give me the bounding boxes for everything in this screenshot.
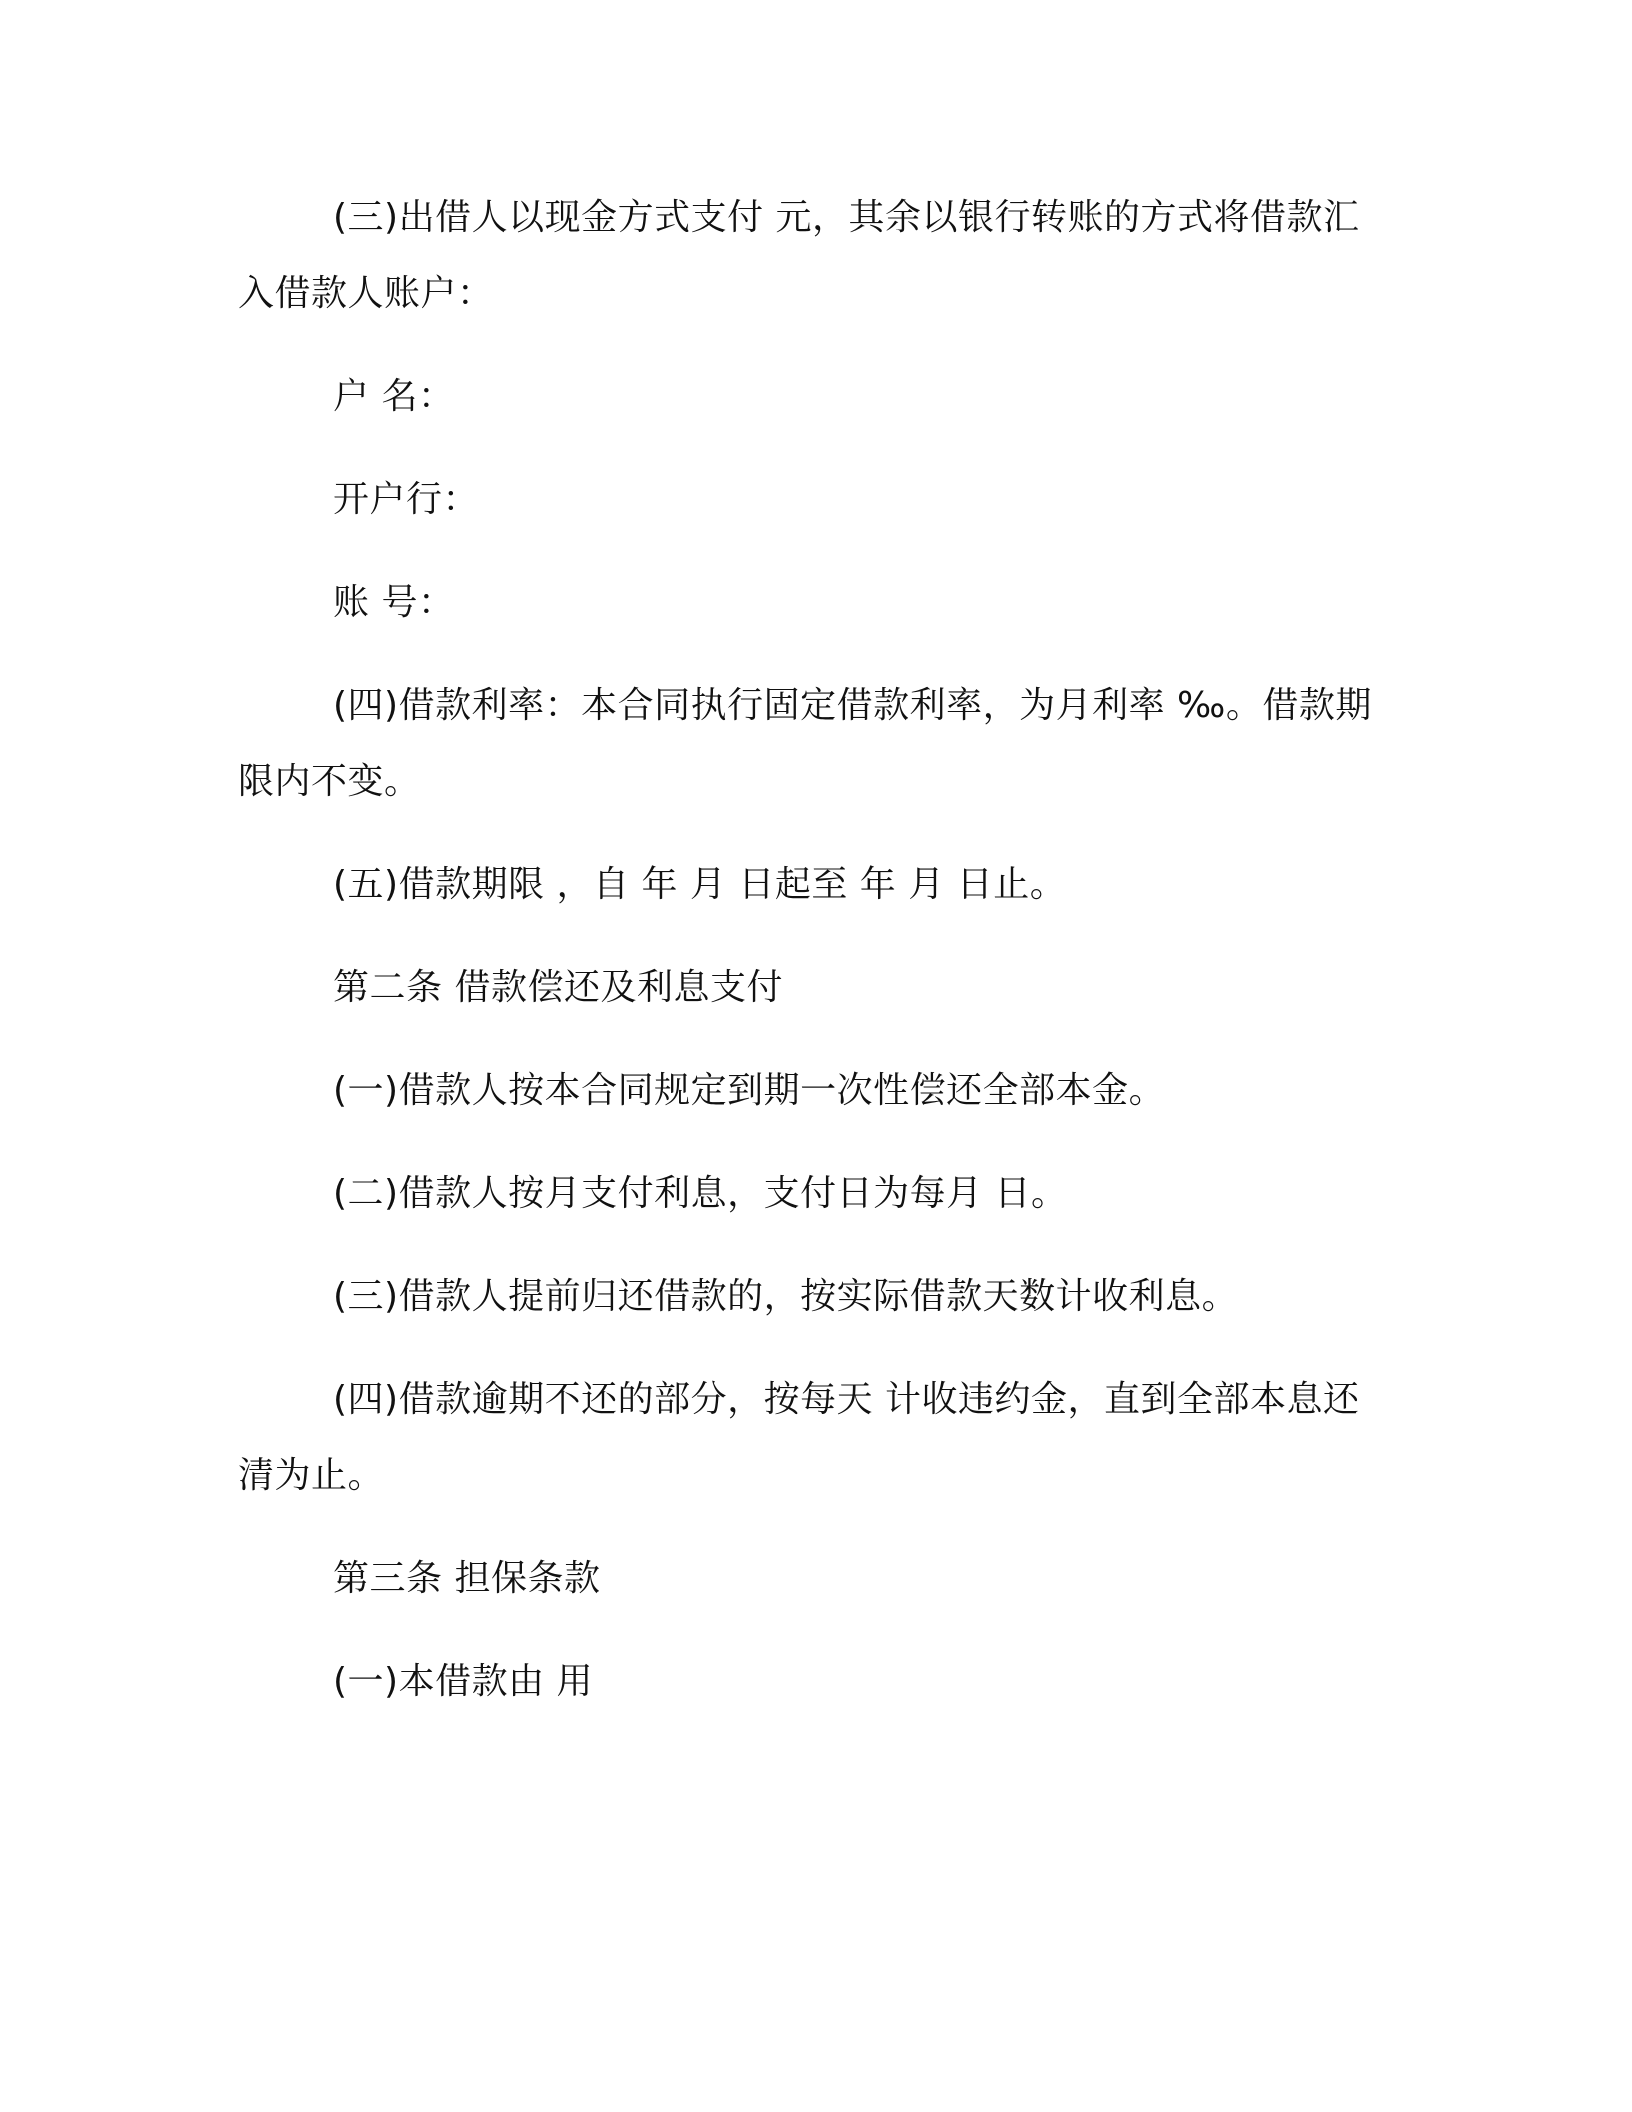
paragraph-line: 限内不变。 bbox=[238, 761, 421, 802]
section-heading: 第三条 担保条款 bbox=[333, 1558, 601, 1599]
paragraph-line: (四)借款逾期不还的部分，按每天 计收违约金，直到全部本息还 bbox=[333, 1379, 1360, 1420]
paragraph-line: 入借款人账户： bbox=[238, 273, 494, 314]
account-number-label: 账 号： bbox=[333, 582, 455, 623]
paragraph-line: (二)借款人按月支付利息，支付日为每月 日。 bbox=[333, 1173, 1068, 1214]
paragraph-line: (三)借款人提前归还借款的，按实际借款天数计收利息。 bbox=[333, 1276, 1239, 1317]
paragraph-line: (一)借款人按本合同规定到期一次性偿还全部本金。 bbox=[333, 1070, 1166, 1111]
paragraph-line: 清为止。 bbox=[238, 1455, 385, 1496]
paragraph-line: (四)借款利率：本合同执行固定借款利率，为月利率 ‰。借款期 bbox=[333, 685, 1372, 726]
paragraph-line: (五)借款期限 ，自 年 月 日起至 年 月 日止。 bbox=[333, 864, 1067, 905]
paragraph-line: (三)出借人以现金方式支付 元，其余以银行转账的方式将借款汇 bbox=[333, 197, 1360, 238]
paragraph-line: (一)本借款由 用 bbox=[333, 1661, 594, 1702]
bank-label: 开户行： bbox=[333, 479, 480, 520]
account-name-label: 户 名： bbox=[333, 376, 455, 417]
section-heading: 第二条 借款偿还及利息支付 bbox=[333, 967, 783, 1008]
